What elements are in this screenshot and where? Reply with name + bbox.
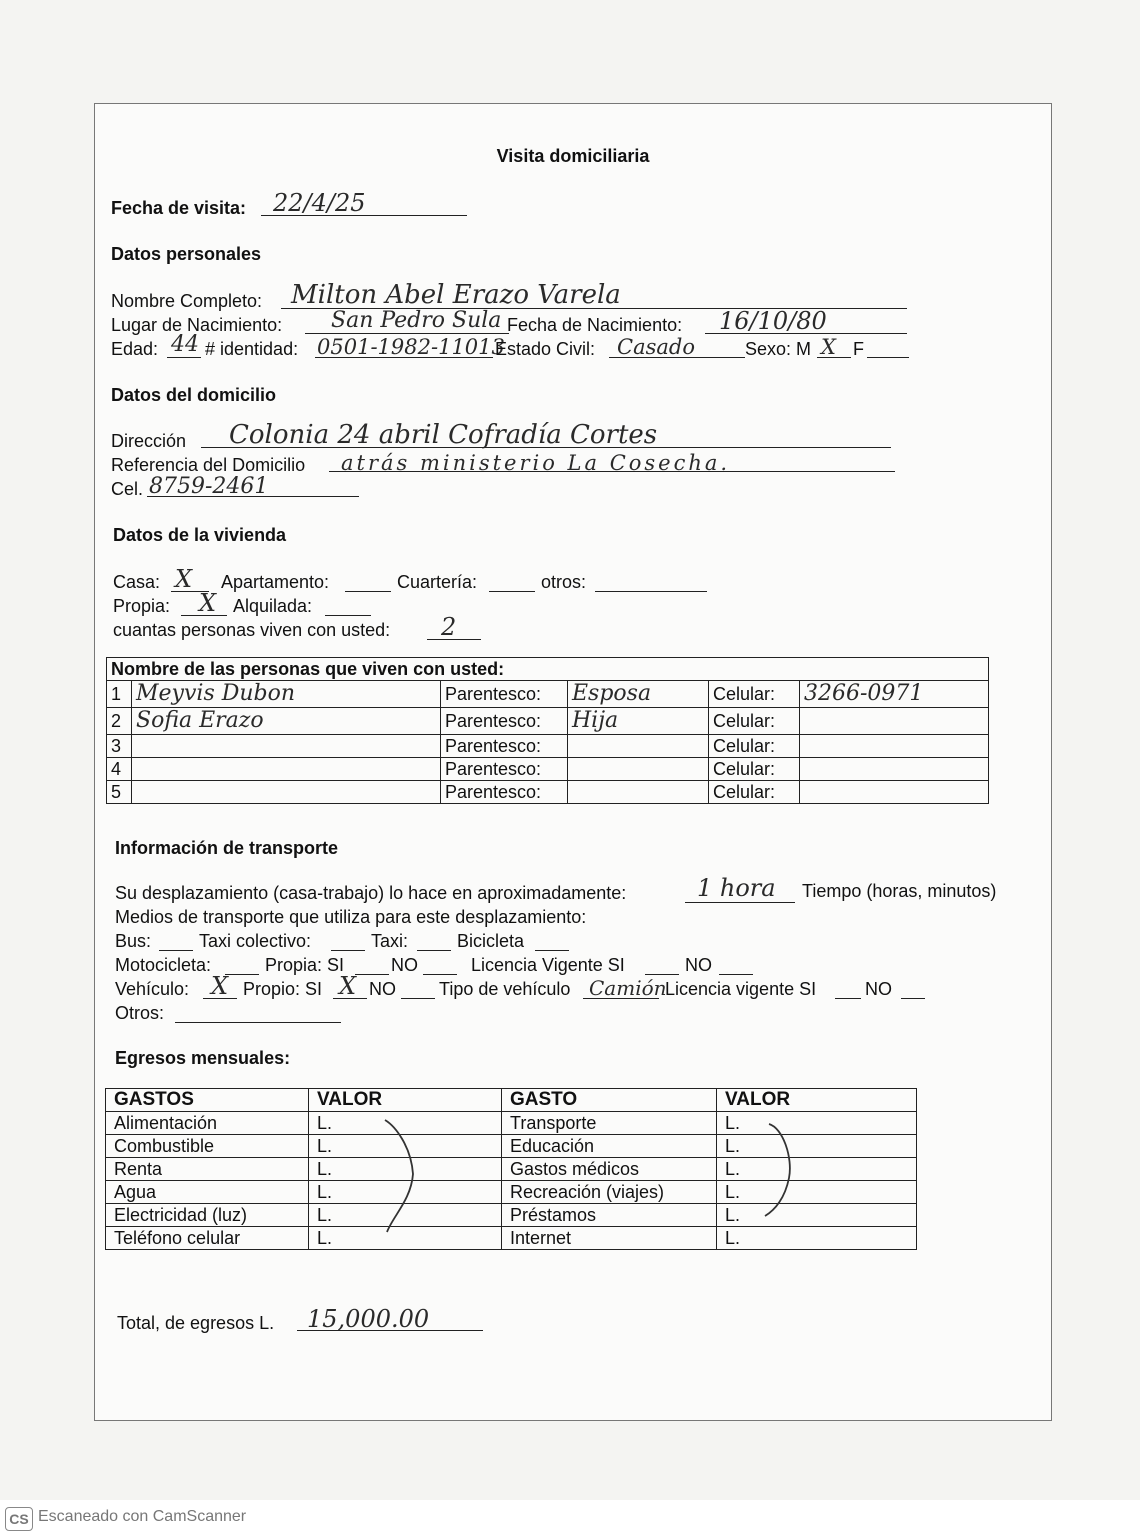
moto-lic-no-label: NO: [685, 955, 712, 975]
vehiculo-label: Vehículo:: [115, 979, 190, 999]
vehiculo-line: [203, 998, 237, 999]
row-number: 2: [107, 708, 132, 735]
total-value[interactable]: 15,000.00: [307, 1305, 430, 1333]
taxi-label: Taxi:: [371, 931, 409, 951]
person-celular[interactable]: [800, 781, 989, 804]
direccion-line: [201, 447, 891, 448]
fecha-label: Fecha de visita:: [111, 198, 247, 218]
veh-propia-mark[interactable]: X: [339, 972, 357, 1000]
col-valor-2: VALOR: [717, 1089, 917, 1112]
row-number: 3: [107, 735, 132, 758]
tipo-vehiculo-label: Tipo de vehículo: [439, 979, 571, 999]
person-parentesco[interactable]: [568, 758, 709, 781]
cuarteria-label: Cuartería:: [397, 572, 478, 592]
fecha-line: [261, 215, 467, 216]
veh-propia-line: [333, 998, 367, 999]
otros-vivienda-label: otros:: [541, 572, 587, 592]
total-label: Total, de egresos L.: [117, 1313, 275, 1333]
table-row: [107, 681, 989, 708]
gasto-value[interactable]: L.: [717, 1112, 917, 1135]
egresos-heading: Egresos mensuales:: [115, 1048, 291, 1068]
desplazamiento-value[interactable]: 1 hora: [697, 874, 776, 902]
row-number: 1: [107, 681, 132, 708]
fecha-nac-label: Fecha de Nacimiento:: [507, 315, 683, 335]
celular-label: Celular:: [709, 681, 800, 708]
gasto-name: Agua: [106, 1181, 309, 1204]
gasto-value[interactable]: L.: [717, 1181, 917, 1204]
sexo-m-line: [817, 357, 851, 358]
gasto-value[interactable]: L.: [717, 1135, 917, 1158]
person-name[interactable]: [132, 735, 441, 758]
gasto-value[interactable]: L.: [717, 1204, 917, 1227]
table-row: [107, 781, 989, 804]
gasto-value[interactable]: L.: [309, 1227, 502, 1250]
referencia-label: Referencia del Domicilio: [111, 455, 306, 475]
bicicleta-label: Bicicleta: [457, 931, 525, 951]
table-row: [107, 735, 989, 758]
gasto-value[interactable]: L.: [309, 1204, 502, 1227]
gasto-value[interactable]: L.: [309, 1158, 502, 1181]
parentesco-label: Parentesco:: [441, 735, 568, 758]
personas-label: cuantas personas viven con usted:: [113, 620, 391, 640]
table-row: [107, 708, 989, 735]
bicicleta-line: [535, 950, 569, 951]
camscanner-logo: CS: [5, 1507, 33, 1531]
otros-transporte-label: Otros:: [115, 1003, 165, 1023]
personas-table: [106, 657, 989, 804]
tipo-vehiculo-line: [583, 998, 659, 999]
brace-left-icon: [375, 1116, 435, 1236]
parentesco-label: Parentesco:: [441, 781, 568, 804]
cuarteria-line: [489, 591, 535, 592]
col-gasto: GASTO: [502, 1089, 717, 1112]
lugar-value[interactable]: San Pedro Sula: [331, 308, 502, 333]
person-name[interactable]: Sofia Erazo: [132, 708, 441, 735]
gasto-name: Recreación (viajes): [502, 1181, 717, 1204]
person-name[interactable]: [132, 781, 441, 804]
row-number: 5: [107, 781, 132, 804]
gasto-name: Combustible: [106, 1135, 309, 1158]
transporte-heading: Información de transporte: [115, 838, 339, 858]
scanner-footer: [0, 1500, 1140, 1539]
gasto-name: Internet: [502, 1227, 717, 1250]
alquilada-label: Alquilada:: [233, 596, 313, 616]
gasto-value[interactable]: L.: [309, 1112, 502, 1135]
gasto-name: Gastos médicos: [502, 1158, 717, 1181]
casa-mark[interactable]: X: [175, 565, 193, 593]
sexo-label: Sexo: M: [745, 339, 812, 359]
domicilio-heading: Datos del domicilio: [111, 385, 277, 405]
propia-line: [181, 615, 227, 616]
person-celular[interactable]: [800, 758, 989, 781]
direccion-value[interactable]: Colonia 24 abril Cofradía Cortes: [229, 420, 658, 450]
row-number: 4: [107, 758, 132, 781]
page-title: Visita domiciliaria: [496, 146, 650, 166]
fecha-value[interactable]: 22/4/25: [273, 189, 366, 217]
celular-label: Celular:: [709, 735, 800, 758]
veh-licencia-label: Licencia vigente SI: [665, 979, 817, 999]
edad-label: Edad:: [111, 339, 159, 359]
gasto-name: Teléfono celular: [106, 1227, 309, 1250]
apartamento-label: Apartamento:: [221, 572, 330, 592]
cel-value[interactable]: 8759-2461: [149, 474, 269, 499]
gasto-value[interactable]: L.: [717, 1227, 917, 1250]
person-name[interactable]: [132, 758, 441, 781]
gasto-name: Educación: [502, 1135, 717, 1158]
fecha-nac-value[interactable]: 16/10/80: [719, 307, 827, 335]
parentesco-label: Parentesco:: [441, 681, 568, 708]
col-valor: VALOR: [309, 1089, 502, 1112]
person-parentesco[interactable]: Esposa: [568, 681, 709, 708]
veh-no-label: NO: [369, 979, 396, 999]
edad-line: [167, 357, 201, 358]
medios-label: Medios de transporte que utiliza para este desplazamiento:: [115, 907, 587, 927]
moto-licencia-label: Licencia Vigente SI: [471, 955, 625, 975]
person-parentesco[interactable]: Hija: [568, 708, 709, 735]
total-line: [297, 1330, 483, 1331]
nombre-label: Nombre Completo:: [111, 291, 263, 311]
motocicleta-line: [225, 974, 259, 975]
alquilada-line: [325, 615, 371, 616]
table-row: [107, 758, 989, 781]
personas-table-header: Nombre de las personas que viven con usted:: [107, 658, 989, 681]
desplazamiento-label: Su desplazamiento (casa-trabajo) lo hace en aproximadamente:: [115, 883, 627, 903]
moto-no-label: NO: [391, 955, 418, 975]
person-name[interactable]: Meyvis Dubon: [132, 681, 441, 708]
brace-right-icon: [753, 1118, 813, 1218]
veh-licencia-line: [835, 998, 861, 999]
propia-mark[interactable]: X: [199, 589, 217, 617]
referencia-line: [329, 471, 895, 472]
gasto-name: Transporte: [502, 1112, 717, 1135]
parentesco-label: Parentesco:: [441, 758, 568, 781]
gasto-value[interactable]: L.: [309, 1181, 502, 1204]
gasto-value[interactable]: L.: [717, 1158, 917, 1181]
veh-propia-label: Propio: SI: [243, 979, 323, 999]
veh-lic-no-line: [901, 998, 925, 999]
camscanner-text: Escaneado con CamScanner: [38, 1508, 247, 1525]
col-gastos: GASTOS: [106, 1089, 309, 1112]
direccion-label: Dirección: [111, 431, 187, 451]
celular-label: Celular:: [709, 781, 800, 804]
gasto-name: Renta: [106, 1158, 309, 1181]
referencia-value[interactable]: atrás ministerio La Cosecha.: [341, 451, 731, 475]
cel-label: Cel.: [111, 479, 144, 499]
bus-label: Bus:: [115, 931, 152, 951]
gasto-name: Alimentación: [106, 1112, 309, 1135]
moto-no-line: [423, 974, 457, 975]
identidad-label: # identidad:: [205, 339, 299, 359]
gasto-name: Préstamos: [502, 1204, 717, 1227]
personas-line: [427, 639, 481, 640]
civil-line: [609, 357, 745, 358]
civil-label: Estado Civil:: [495, 339, 596, 359]
edad-value[interactable]: 44: [171, 332, 199, 357]
civil-value[interactable]: Casado: [617, 335, 695, 359]
person-parentesco[interactable]: [568, 781, 709, 804]
motocicleta-label: Motocicleta:: [115, 955, 212, 975]
sexo-m-mark[interactable]: X: [821, 335, 836, 359]
taxi-line: [417, 950, 451, 951]
otros-vivienda-line: [595, 591, 707, 592]
veh-lic-no-label: NO: [865, 979, 892, 999]
otros-transporte-line: [175, 1022, 341, 1023]
person-celular[interactable]: 3266-0971: [800, 681, 989, 708]
sexo-f-line: [867, 357, 909, 358]
cel-line: [147, 496, 359, 497]
lugar-label: Lugar de Nacimiento:: [111, 315, 283, 335]
apartamento-line: [345, 591, 391, 592]
gasto-name: Electricidad (luz): [106, 1204, 309, 1227]
form-sheet: [94, 103, 1052, 1421]
person-celular[interactable]: [800, 735, 989, 758]
identidad-line: [315, 357, 493, 358]
moto-propia-line: [355, 974, 389, 975]
celular-label: Celular:: [709, 758, 800, 781]
casa-label: Casa:: [113, 572, 161, 592]
bus-line: [159, 950, 193, 951]
vehiculo-mark[interactable]: X: [211, 972, 229, 1000]
vivienda-heading: Datos de la vivienda: [113, 525, 287, 545]
table-row: [106, 1227, 917, 1250]
taxi-colectivo-line: [331, 950, 365, 951]
taxi-colectivo-label: Taxi colectivo:: [199, 931, 312, 951]
sexo-f-label: F: [853, 339, 864, 359]
person-parentesco[interactable]: [568, 735, 709, 758]
fecha-nac-line: [705, 333, 907, 334]
person-celular[interactable]: [800, 708, 989, 735]
tipo-vehiculo-value[interactable]: Camión: [589, 976, 667, 1000]
parentesco-label: Parentesco:: [441, 708, 568, 735]
veh-no-line: [401, 998, 435, 999]
moto-propia-label: Propia: SI: [265, 955, 345, 975]
tiempo-label: Tiempo (horas, minutos): [802, 881, 997, 901]
moto-lic-no-line: [719, 974, 753, 975]
propia-label: Propia:: [113, 596, 171, 616]
identidad-value[interactable]: 0501-1982-11013: [317, 335, 505, 359]
celular-label: Celular:: [709, 708, 800, 735]
personales-heading: Datos personales: [111, 244, 262, 264]
nombre-value[interactable]: Milton Abel Erazo Varela: [291, 280, 621, 310]
gasto-value[interactable]: L.: [309, 1135, 502, 1158]
personas-value[interactable]: 2: [441, 613, 457, 641]
desplazamiento-line: [685, 902, 795, 903]
